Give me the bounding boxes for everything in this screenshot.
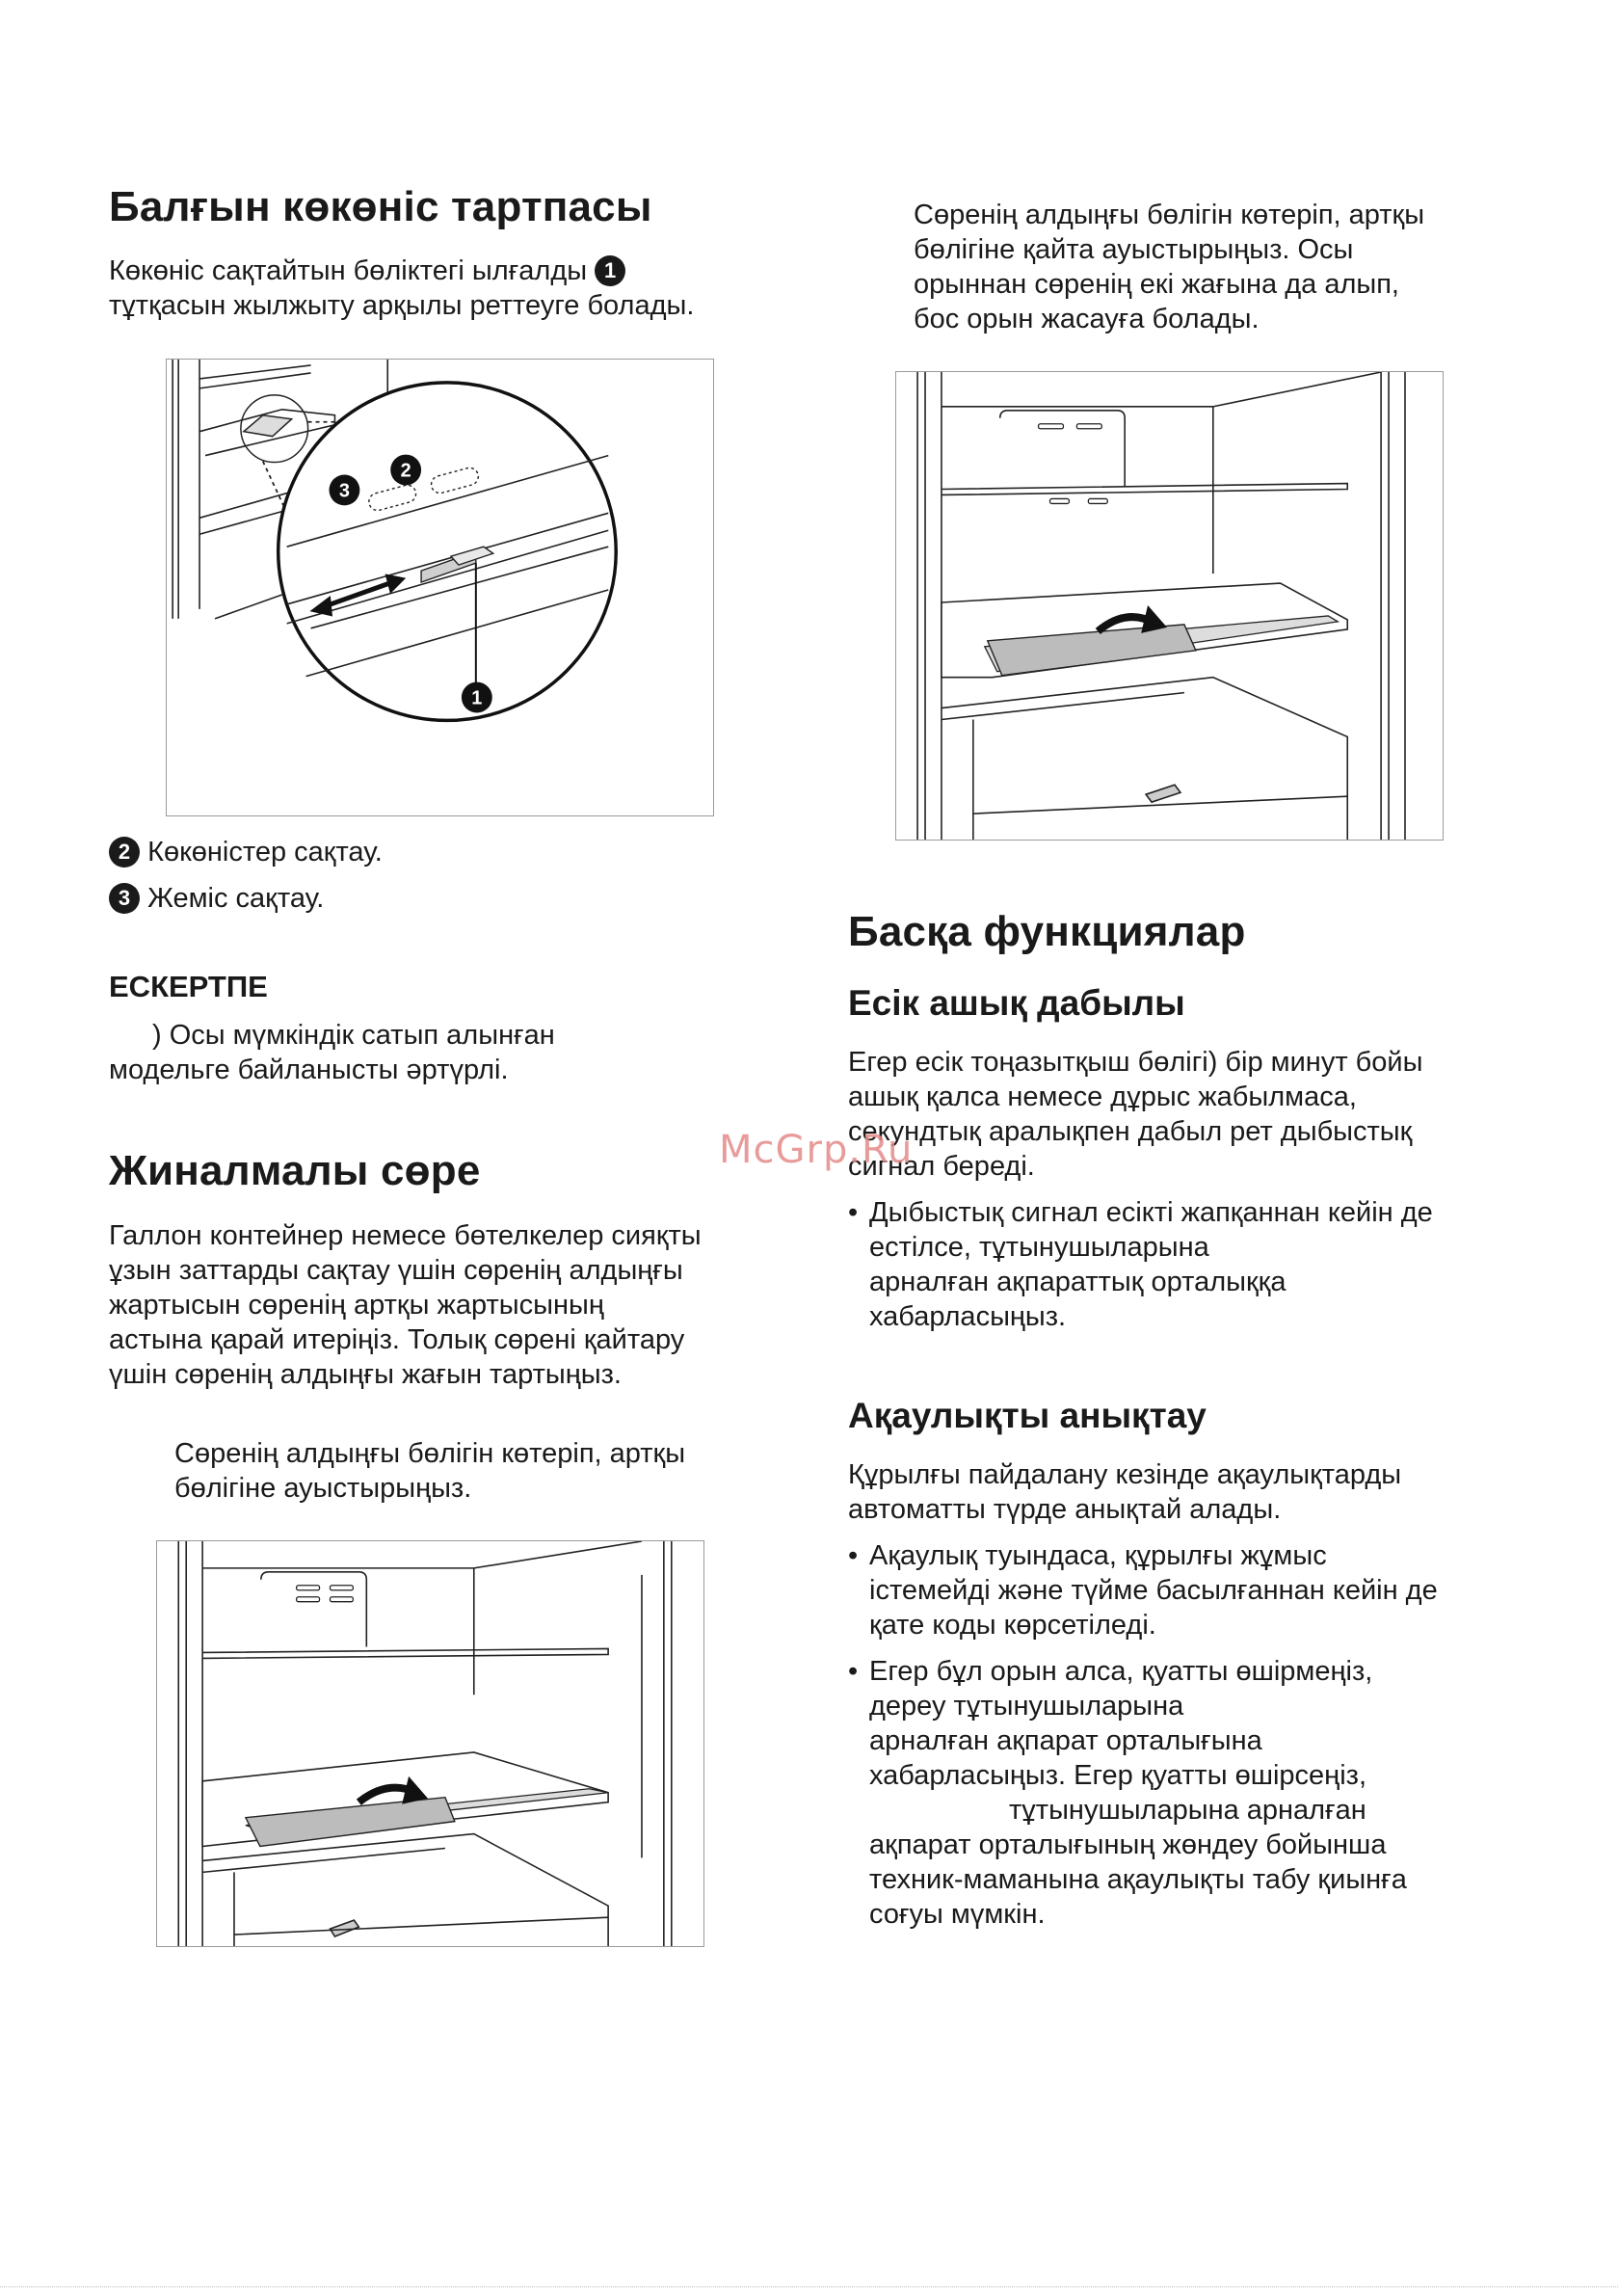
alarm-line-2: ашық қалса немесе дұрыс жабылмаса, [848,1081,1357,1112]
diag-b2-line-2: дереу тұтынушыларына [869,1691,1184,1722]
diag-b1-line-1: Ақаулық туындаса, құрылғы жұмыс [869,1540,1327,1571]
folding-shelf-paragraph [109,1218,702,1392]
diagnosis-bullet-2 [848,1654,1407,1932]
step1-line-2: бөлігіне ауыстырыңыз. [174,1473,472,1504]
shelf-drawing-2 [896,372,1443,840]
alarm-bullet-line-4: хабарласыңыз. [869,1301,1067,1332]
alarm-bullet-line-2: естілсе, тұтынушыларына [869,1232,1209,1263]
note-text [109,1018,555,1087]
shelf-drawing-1 [157,1541,703,1946]
diag-b2-line-3: арналған ақпарат орталығына [869,1725,1262,1756]
callout-2-label: 2 [400,460,411,482]
diag-b1-line-2: істемейді және түйме басылғаннан кейін де [869,1575,1438,1606]
alarm-bullet-line-3: арналған ақпараттық орталыққа [869,1267,1286,1297]
legend-item-fruit [109,881,324,916]
diagnosis-paragraph [848,1457,1401,1527]
crisper-paragraph [109,254,694,323]
shelf-line-1: Галлон контейнер немесе бөтелкелер сияқты [109,1220,702,1251]
shelf-fold-illustration-1 [156,1540,704,1947]
alarm-line-4: сигнал береді. [848,1151,1035,1182]
shelf-line-2: ұзын заттарды сақтау үшін сөренің алдыңғы [109,1255,683,1286]
callout-1-badge: 1 [595,255,625,286]
section-title-other-functions: Басқа функциялар [848,908,1246,955]
crisper-para-line1: Көкөніс сақтайтын бөліктегі ылғалды [109,255,588,286]
legend-text-fruit: Жеміс сақтау. [147,883,325,914]
step2-line-4: бос орын жасауға болады. [914,304,1260,334]
crisper-drawing [167,360,713,815]
note-line-2: модельге байланысты әртүрлі. [109,1055,509,1085]
section-title-crisper: Балғын көкөніс тартпасы [109,183,652,230]
door-alarm-bullet [848,1195,1433,1334]
diag-b2-line-6: ақпарат орталығының жөндеу бойынша [869,1829,1387,1860]
bullet-dot: • [848,1197,859,1228]
step2-line-2: бөлігіне қайта ауыстырыңыз. Осы [914,234,1354,265]
note-title: ЕСКЕРТПЕ [109,970,268,1003]
shelf-line-3: жартысын сөренің артқы жартысының [109,1290,604,1321]
callout-3-label: 3 [338,480,350,502]
bullet-dot: • [848,1540,859,1571]
alarm-line-3: секундтық аралықпен дабыл рет дыбыстық [848,1116,1413,1147]
diag-b2-line-5: тұтынушыларына арналған [869,1795,1366,1826]
alarm-line-1: Егер есік тоңазытқыш бөлігі) бір минут бойы [848,1047,1423,1078]
diag-line-2: автоматты түрде анықтай алады. [848,1494,1282,1525]
step2-line-1: Сөренің алдыңғы бөлігін көтеріп, артқы [914,200,1425,230]
crisper-para-line2: тұтқасын жылжыту арқылы реттеуге болады. [109,290,695,321]
diag-b2-line-4: хабарласыңыз. Егер қуатты өшірсеңіз, [869,1760,1366,1791]
diag-b2-line-7: техник-маманына ақаулықты табу қиынға [869,1864,1407,1895]
shelf-fold-illustration-2 [895,371,1444,841]
legend-badge-3: 3 [109,883,140,914]
diag-b1-line-3: қате коды көрсетіледі. [869,1610,1156,1641]
subsection-title-diagnosis: Ақаулықты анықтау [848,1396,1207,1435]
footer-divider [0,2286,1618,2288]
diag-line-1: Құрылғы пайдалану кезінде ақаулықтарды [848,1459,1402,1490]
subsection-title-door-alarm: Есік ашық дабылы [848,983,1185,1023]
diag-b2-line-8: соғуы мүмкін. [869,1899,1046,1930]
crisper-humidity-illustration [166,359,714,816]
diag-b2-line-1: Егер бұл орын алса, қуатты өшірмеңіз, [869,1656,1373,1687]
legend-item-vegetables [109,835,383,869]
note-line-1: ) Осы мүмкіндік сатып алынған [152,1020,555,1051]
folding-shelf-step-2 [914,198,1424,336]
door-alarm-paragraph [848,1045,1422,1184]
legend-text-vegetables: Көкөністер сақтау. [147,837,383,868]
shelf-line-4: астына қарай итеріңіз. Толық сөрені қайтару [109,1324,685,1355]
folding-shelf-step-1 [174,1436,685,1506]
bullet-dot: • [848,1656,859,1687]
shelf-line-5: үшін сөренің алдыңғы жағын тартыңыз. [109,1359,622,1390]
step1-line-1: Сөренің алдыңғы бөлігін көтеріп, артқы [174,1438,686,1469]
alarm-bullet-line-1: Дыбыстық сигнал есікті жапқаннан кейін де [869,1197,1433,1228]
section-title-folding-shelf: Жиналмалы сөре [109,1147,481,1194]
diagnosis-bullet-1 [848,1538,1438,1642]
legend-badge-2: 2 [109,837,140,868]
step2-line-3: орыннан сөренің екі жағына да алып, [914,269,1399,300]
watermark: McGrp.Ru [719,1128,914,1172]
callout-1-label: 1 [471,687,483,709]
